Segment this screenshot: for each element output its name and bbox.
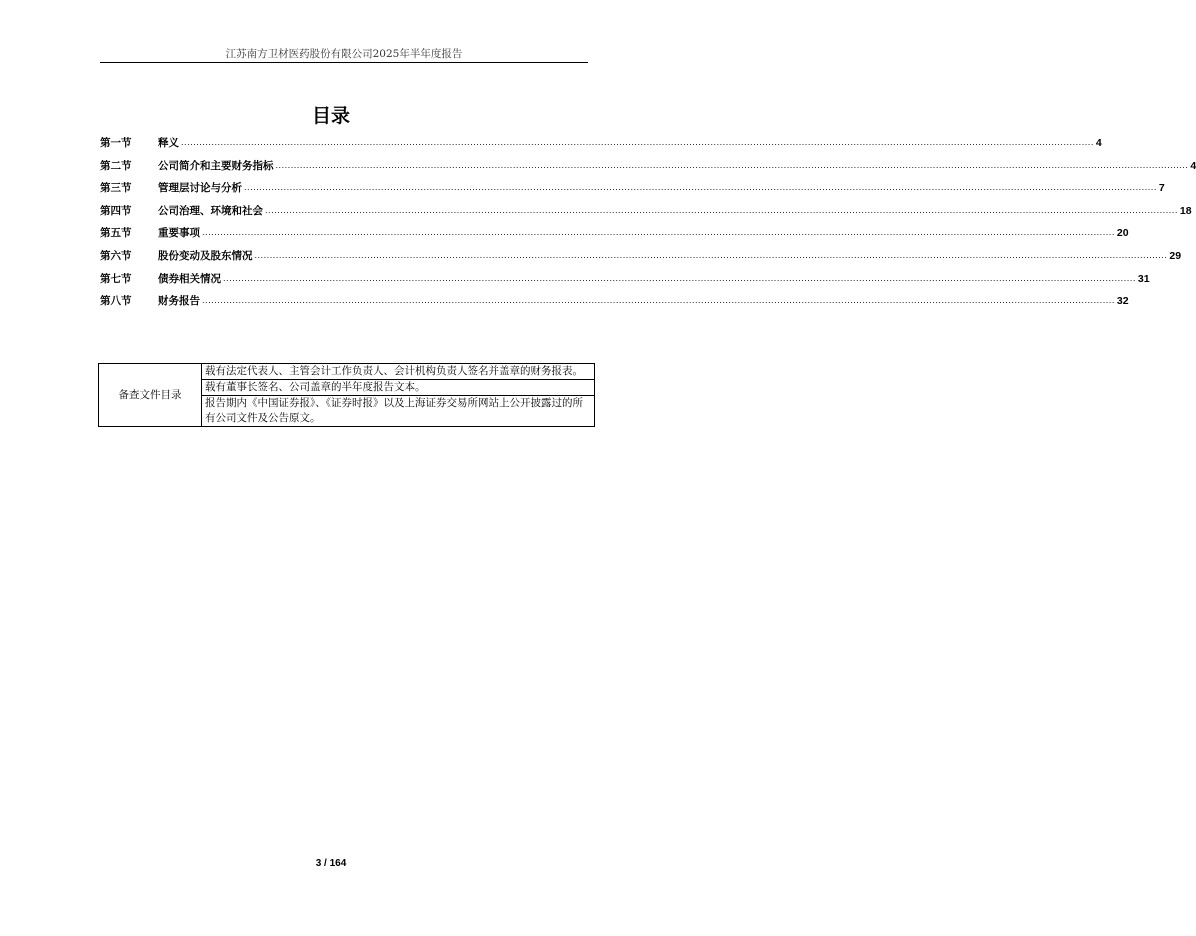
toc-section-number: 第八节 [100, 295, 132, 308]
toc-entry[interactable] [100, 203, 1192, 226]
toc-leader-dots: ............................................................................................................................................................................................................................................................................................................ [202, 296, 1115, 306]
toc-leader-dots: ............................................................................................................................................................................................................................................................................................................ [223, 273, 1136, 283]
reference-document-item: 报告期内《中国证券报》、《证券时报》以及上海证券交易所网站上公开披露过的所有公司文件及公告原文。 [202, 396, 595, 427]
toc-section-title[interactable]: 释义 [158, 137, 179, 149]
toc-section-title[interactable]: 财务报告 [158, 295, 200, 308]
toc-section-title[interactable]: 股份变动及股东情况 [158, 249, 253, 262]
table-of-contents [100, 135, 1196, 316]
reference-document-item: 载有董事长签名、公司盖章的半年度报告文本。 [202, 380, 595, 396]
toc-section-title[interactable]: 债券相关情况 [158, 272, 221, 285]
toc-section-number: 第二节 [100, 159, 132, 172]
toc-leader-dots: ............................................................................................................................................................................................................................................................................................................ [254, 250, 1168, 260]
toc-page-number: 18 [1179, 204, 1192, 217]
table-row [99, 364, 595, 380]
reference-documents-label: 备查文件目录 [99, 364, 202, 427]
page-title: 目录 [311, 105, 350, 127]
toc-page-number: 4 [1190, 159, 1196, 172]
reference-document-item: 载有法定代表人、主管会计工作负责人、会计机构负责人签名并盖章的财务报表。 [202, 364, 595, 380]
toc-entry[interactable] [100, 248, 1182, 271]
toc-page-number: 29 [1169, 249, 1182, 262]
toc-section-number: 第五节 [100, 227, 132, 240]
toc-page-number: 32 [1116, 295, 1129, 308]
toc-leader-dots: ............................................................................................................................................................................................................................................................................................................ [181, 138, 1094, 147]
header-divider [100, 62, 588, 63]
toc-entry[interactable] [100, 225, 1129, 248]
toc-section-number: 第六节 [100, 249, 132, 262]
toc-entry[interactable] [100, 293, 1129, 316]
toc-section-number: 第三节 [100, 182, 132, 195]
toc-page-number: 7 [1158, 182, 1165, 195]
toc-section-title[interactable]: 管理层讨论与分析 [158, 182, 242, 195]
toc-leader-dots: ............................................................................................................................................................................................................................................................................................................ [275, 160, 1189, 170]
toc-leader-dots: ............................................................................................................................................................................................................................................................................................................ [202, 228, 1115, 238]
toc-section-title[interactable]: 公司治理、环境和社会 [158, 204, 263, 217]
toc-section-title[interactable]: 重要事项 [158, 227, 200, 240]
page-number: 3 / 164 [315, 858, 347, 869]
toc-leader-dots: ............................................................................................................................................................................................................................................................................................................ [244, 183, 1157, 193]
toc-entry[interactable] [100, 271, 1150, 294]
toc-leader-dots: ............................................................................................................................................................................................................................................................................................................ [265, 205, 1178, 215]
toc-entry[interactable] [100, 158, 1196, 181]
toc-entry[interactable] [100, 180, 1165, 203]
toc-entry[interactable] [100, 135, 1102, 158]
toc-page-number: 31 [1137, 272, 1150, 285]
toc-section-number: 第一节 [100, 137, 132, 149]
toc-section-number: 第七节 [100, 272, 132, 285]
toc-section-title[interactable]: 公司简介和主要财务指标 [158, 159, 274, 172]
page-header: 江苏南方卫材医药股份有限公司2025年半年度报告 [225, 48, 463, 60]
toc-page-number: 20 [1116, 227, 1129, 240]
reference-documents-table [98, 363, 595, 427]
toc-page-number: 4 [1095, 137, 1102, 149]
toc-section-number: 第四节 [100, 204, 132, 217]
